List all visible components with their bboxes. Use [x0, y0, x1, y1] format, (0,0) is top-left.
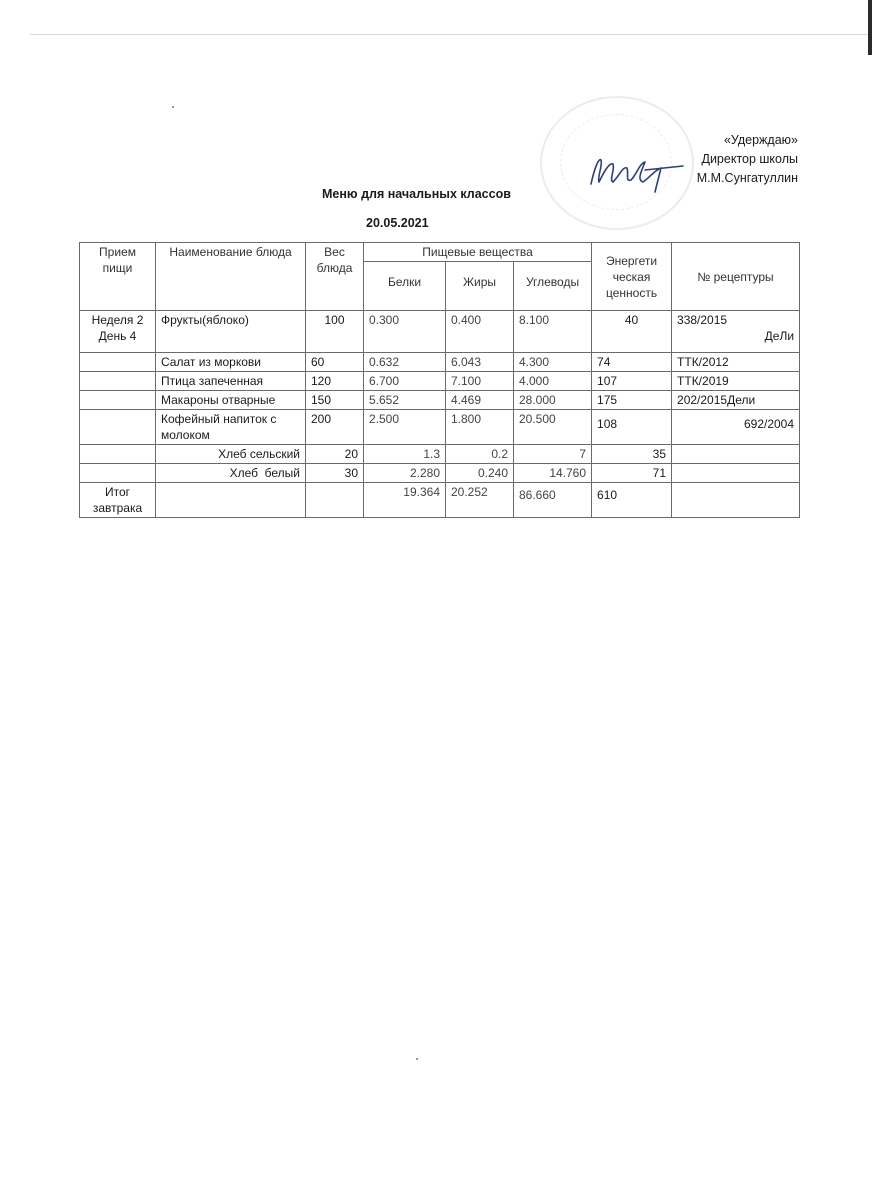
- total-carbs: 86.660: [514, 483, 592, 518]
- table-row: [80, 372, 800, 391]
- dish-cell: Хлеб белый: [156, 464, 306, 483]
- energy-cell: 175: [592, 391, 672, 410]
- protein-cell: 2.500: [364, 410, 446, 445]
- recipe-cell: ТТК/2012: [672, 353, 800, 372]
- table-row: [80, 445, 800, 464]
- total-fat: 20.252: [446, 483, 514, 518]
- fat-cell: 0.240: [446, 464, 514, 483]
- recipe-cell: [672, 311, 800, 353]
- header-carbs: Углеводы: [514, 262, 592, 311]
- signature-mark: [585, 148, 685, 194]
- document-date: 20.05.2021: [366, 216, 429, 230]
- weight-cell: 200: [306, 410, 364, 445]
- table-row: [80, 410, 800, 445]
- total-row: [80, 483, 800, 518]
- total-weight-cell: [306, 483, 364, 518]
- carbs-cell: 14.760: [514, 464, 592, 483]
- protein-cell: 2.280: [364, 464, 446, 483]
- protein-cell: 0.300: [364, 311, 446, 353]
- recipe-cell: [672, 464, 800, 483]
- weight-cell: 100: [306, 311, 364, 353]
- protein-cell: 0.632: [364, 353, 446, 372]
- approval-block: [697, 131, 798, 188]
- total-energy: 610: [592, 483, 672, 518]
- protein-cell: 1.3: [364, 445, 446, 464]
- total-protein: 19.364: [364, 483, 446, 518]
- energy-cell: 71: [592, 464, 672, 483]
- energy-cell: 40: [592, 311, 672, 353]
- energy-cell: 74: [592, 353, 672, 372]
- meal-cell: [80, 372, 156, 391]
- header-row: [80, 243, 800, 262]
- fat-cell: 0.400: [446, 311, 514, 353]
- total-recipe-cell: [672, 483, 800, 518]
- recipe-cell: 692/2004: [672, 410, 800, 445]
- carbs-cell: 4.300: [514, 353, 592, 372]
- fat-cell: 1.800: [446, 410, 514, 445]
- header-weight: Вес блюда: [306, 243, 364, 311]
- carbs-cell: 20.500: [514, 410, 592, 445]
- dish-cell: Макароны отварные: [156, 391, 306, 410]
- header-recipe: № рецептуры: [672, 243, 800, 311]
- table-row: [80, 391, 800, 410]
- meal-cell: [80, 353, 156, 372]
- weight-cell: 30: [306, 464, 364, 483]
- header-dish: Наименование блюда: [156, 243, 306, 311]
- recipe-cell: ТТК/2019: [672, 372, 800, 391]
- scan-edge-shadow: [868, 0, 872, 55]
- table-row: [80, 353, 800, 372]
- meal-cell: [80, 410, 156, 445]
- meal-cell: [80, 391, 156, 410]
- fat-cell: 6.043: [446, 353, 514, 372]
- scan-speck: [416, 1058, 418, 1060]
- document-title: Меню для начальных классов: [322, 187, 511, 201]
- recipe-source: ДеЛи: [764, 329, 795, 343]
- approval-position: Директор школы: [701, 152, 798, 166]
- weight-cell: 20: [306, 445, 364, 464]
- carbs-cell: 8.100: [514, 311, 592, 353]
- menu-table: [79, 242, 800, 518]
- recipe-cell: 202/2015Дели: [672, 391, 800, 410]
- total-dish-cell: [156, 483, 306, 518]
- energy-cell: 107: [592, 372, 672, 391]
- fat-cell: 4.469: [446, 391, 514, 410]
- approval-name: М.М.Сунгатуллин: [696, 171, 798, 185]
- dish-cell: Салат из моркови: [156, 353, 306, 372]
- meal-cell: [80, 464, 156, 483]
- header-nutrients: Пищевые вещества: [364, 243, 592, 262]
- protein-cell: 6.700: [364, 372, 446, 391]
- approval-line: «Удерждаю»: [723, 133, 798, 147]
- weight-cell: 60: [306, 353, 364, 372]
- energy-cell: 108: [592, 410, 672, 445]
- recipe-code: 338/2015: [677, 313, 728, 327]
- carbs-cell: 28.000: [514, 391, 592, 410]
- header-protein: Белки: [364, 262, 446, 311]
- dish-cell: Птица запеченная: [156, 372, 306, 391]
- recipe-cell: [672, 445, 800, 464]
- fat-cell: 0.2: [446, 445, 514, 464]
- table-row: [80, 464, 800, 483]
- weight-cell: 120: [306, 372, 364, 391]
- energy-cell: 35: [592, 445, 672, 464]
- carbs-cell: 4.000: [514, 372, 592, 391]
- scan-speck: [172, 106, 174, 108]
- carbs-cell: 7: [514, 445, 592, 464]
- fat-cell: 7.100: [446, 372, 514, 391]
- meal-cell: Неделя 2 День 4: [80, 311, 156, 353]
- protein-cell: 5.652: [364, 391, 446, 410]
- header-fat: Жиры: [446, 262, 514, 311]
- table-row: [80, 311, 800, 353]
- total-label: Итог завтрака: [80, 483, 156, 518]
- dish-cell: Хлеб сельский: [156, 445, 306, 464]
- header-energy: Энергети ческая ценность: [592, 243, 672, 311]
- dish-cell: Фрукты(яблоко): [156, 311, 306, 353]
- weight-cell: 150: [306, 391, 364, 410]
- dish-cell: Кофейный напиток с молоком: [156, 410, 306, 445]
- meal-cell: [80, 445, 156, 464]
- header-meal: Прием пищи: [80, 243, 156, 311]
- scan-top-border: [30, 34, 868, 35]
